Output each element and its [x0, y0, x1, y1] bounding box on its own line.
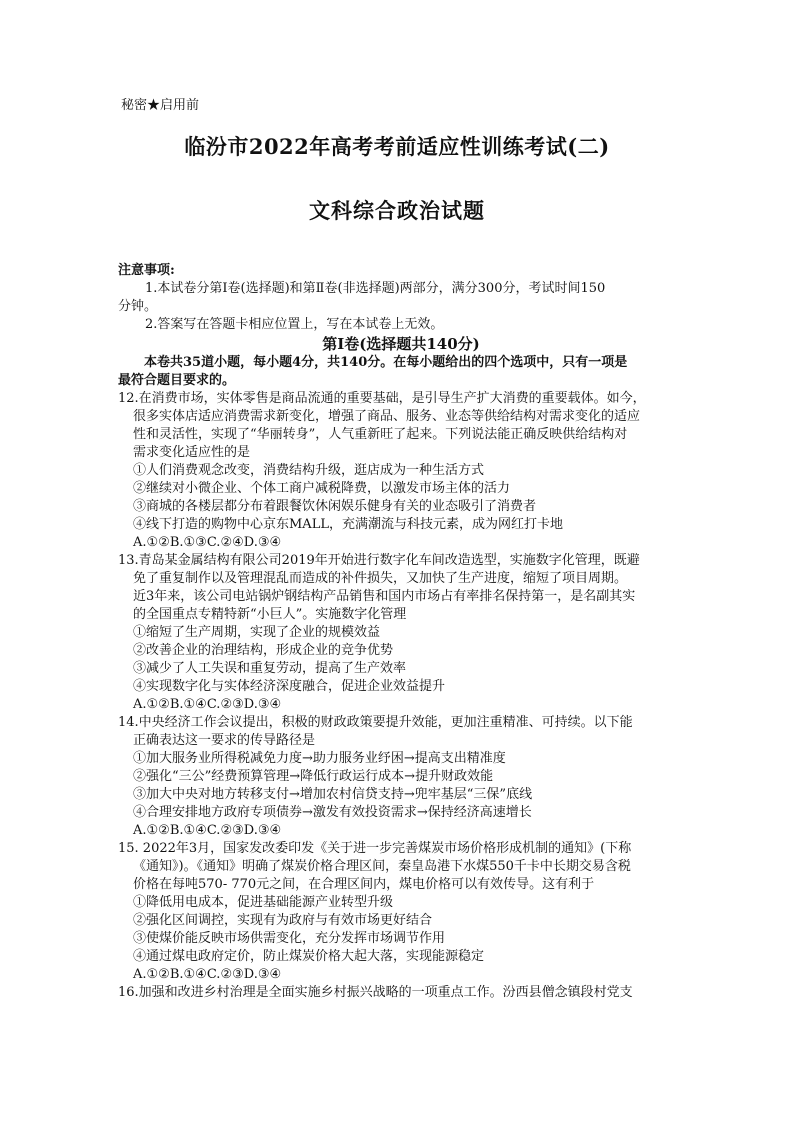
question-stem-line: 13.青岛某金属结构有限公司2019年开始进行数字化车间改造选型，实施数字化管理，既避: [118, 553, 640, 568]
notice-item-1-line-2: 分钟。: [118, 299, 158, 314]
option-statement: ①人们消费观念改变，消费结构升级，逛店成为一种生活方式: [133, 463, 485, 478]
option-statement: ②强化区间调控，实现有为政府与有效市场更好结合: [133, 913, 433, 928]
question-stem-line: 免了重复制作以及管理混乱而造成的补件损失，又加快了生产进度，缩短了项目周期。: [133, 571, 628, 586]
question-stem-line: 12.在消费市场，实体零售是商品流通的重要基础，是引导生产扩大消费的重要载体。如今，: [118, 391, 646, 406]
question-stem-line: 需求变化适应性的是: [133, 445, 251, 460]
question-14: [118, 714, 684, 840]
option-statement: ②继续对小微企业、个体工商户减税降费，以激发市场主体的活力: [133, 481, 511, 496]
option-statement: ③使煤价能反映市场供需变化，充分发挥市场调节作用: [133, 931, 446, 946]
option-statement: ②强化“三公”经费预算管理→降低行政运行成本→提升财政效能: [133, 769, 494, 784]
option-statement: ④通过煤电政府定价，防止煤炭价格大起大落，实现能源稳定: [133, 949, 485, 964]
question-16: [118, 984, 684, 1002]
option-statement: ④线下打造的购物中心京东MALL，充满潮流与科技元素，成为网红打卡地: [133, 517, 563, 532]
question-stem-line: 性和灵活性，实现了“华丽转身”，人气重新旺了起来。下列说法能正确反映供给结构对: [133, 427, 628, 442]
option-statement: ①降低用电成本，促进基础能源产业转型升级: [133, 895, 394, 910]
question-stem-line: 的全国重点专精特新“小巨人”。实施数字化管理: [133, 607, 407, 622]
option-statement: ③加大中央对地方转移支付→增加农村信贷支持→兜牢基层“三保”底线: [133, 787, 533, 802]
option-statement: ①缩短了生产周期，实现了企业的规模效益: [133, 625, 381, 640]
answer-choices: A.①②B.①③C.②④D.③④: [133, 535, 282, 550]
notice-item-2: 2.答案写在答题卡相应位置上，写在本试卷上无效。: [145, 317, 444, 332]
option-statement: ①加大服务业所得税减免力度→助力服务业纾困→提高支出精准度: [133, 751, 506, 766]
option-statement: ②改善企业的治理结构，形成企业的竞争优势: [133, 643, 394, 658]
section-heading: 第Ⅰ卷(选择题共140分): [322, 335, 480, 353]
question-stem-line: 近3年来，该公司电站锅炉钢结构产品销售和国内市场占有率排名保持第一，是名副其实: [133, 589, 636, 604]
section-intro-line-1: 本卷共35道小题，每小题4分，共140分。在每小题给出的四个选项中，只有一项是: [144, 355, 628, 370]
exam-title: 临汾市2022年高考考前适应性训练考试(二): [184, 134, 610, 159]
question-stem-line: 价格在每吨570- 770元之间，在合理区间内，煤电价格可以有效传导。这有利于: [133, 877, 595, 892]
question-stem-line: 《通知》)。《通知》明确了煤炭价格合理区间，秦皇岛港下水煤550千卡中长期交易含税: [133, 859, 631, 874]
confidential-mark: 秘密★启用前: [121, 98, 200, 113]
notice-item-1-line-1: 1.本试卷分第Ⅰ卷(选择题)和第Ⅱ卷(非选择题)两部分，满分300分，考试时间150: [145, 281, 606, 296]
exam-content: [118, 262, 684, 1002]
question-stem-line: 很多实体店适应消费需求新变化，增强了商品、服务、业态等供给结构对需求变化的适应: [133, 409, 641, 424]
exam-subtitle: 文科综合政治试题: [309, 198, 485, 223]
section-intro-line-2: 最符合题目要求的。: [118, 373, 236, 388]
question-stem-line: 正确表达这一要求的传导路径是: [133, 733, 316, 748]
option-statement: ④合理安排地方政府专项债券→激发有效投资需求→保持经济高速增长: [133, 805, 532, 820]
option-statement: ③减少了人工失误和重复劳动，提高了生产效率: [133, 661, 407, 676]
question-13: [118, 552, 684, 714]
question-15: [118, 840, 684, 984]
answer-choices: A.①②B.①④C.②③D.③④: [133, 697, 282, 712]
question-stem-line: 15. 2022年3月，国家发改委印发《关于进一步完善煤炭市场价格形成机制的通知》(下称: [118, 841, 632, 856]
question-12: [118, 390, 684, 552]
answer-choices: A.①②B.①④C.②③D.③④: [133, 823, 282, 838]
question-stem-line: 16.加强和改进乡村治理是全面实施乡村振兴战略的一项重点工作。汾西县僧念镇段村党支: [118, 985, 633, 1000]
answer-choices: A.①②B.①④C.②③D.③④: [133, 967, 282, 982]
question-stem-line: 14.中央经济工作会议提出，积极的财政政策要提升效能，更加注重精准、可持续。以下能: [118, 715, 633, 730]
option-statement: ④实现数字化与实体经济深度融合，促进企业效益提升: [133, 679, 446, 694]
option-statement: ③商城的各楼层都分布着跟餐饮休闲娱乐健身有关的业态吸引了消费者: [133, 499, 537, 514]
notice-heading: 注意事项:: [118, 263, 175, 278]
